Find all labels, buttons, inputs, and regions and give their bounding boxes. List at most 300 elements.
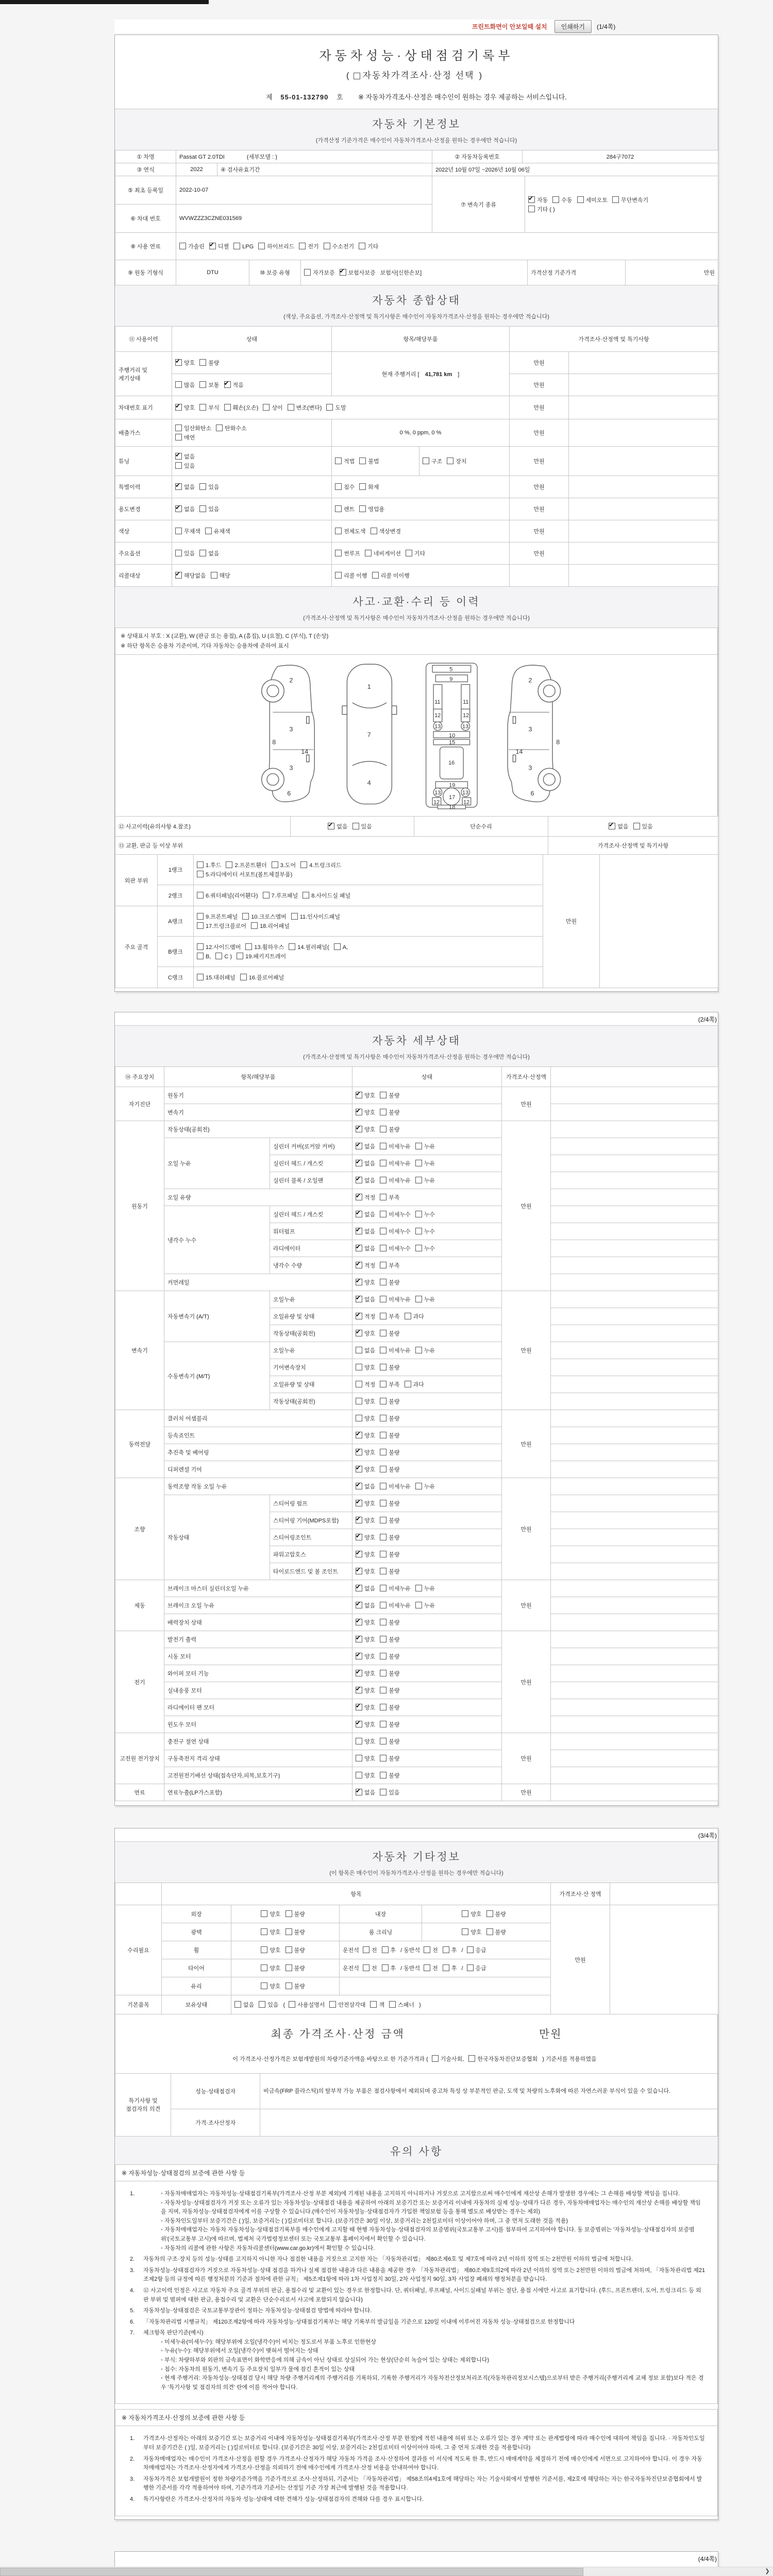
- svg-text:16: 16: [448, 760, 455, 767]
- row-gas-label: 배출가스: [115, 419, 172, 447]
- option-label: 누유: [424, 1603, 435, 1609]
- option: [356, 1397, 375, 1405]
- option-label: 사용설명서: [297, 2002, 325, 2009]
- price-cell: 만원: [510, 352, 569, 374]
- comprehensive-title: 자동차 종합상태: [372, 295, 461, 307]
- option: [199, 505, 219, 513]
- note-cell: [551, 1121, 718, 1138]
- option: [380, 1142, 411, 1150]
- option: [326, 403, 346, 412]
- option: [261, 1928, 280, 1936]
- checkbox-checked: [356, 1432, 362, 1438]
- checkbox-unchecked: [380, 1483, 386, 1489]
- svg-text:4: 4: [367, 779, 371, 787]
- option-label: 전: [432, 1947, 438, 1954]
- option-label: 누수: [424, 1229, 435, 1235]
- svg-text:14: 14: [301, 748, 309, 756]
- checkbox-unchecked: [415, 1211, 422, 1217]
- option-label: 누수: [424, 1246, 435, 1252]
- svg-text:13: 13: [462, 790, 469, 796]
- option: [424, 1964, 438, 1972]
- state-options: [352, 1206, 502, 1223]
- inspection-period-label: ④ 검사유효기간: [217, 163, 432, 176]
- option-label: 전: [371, 1965, 377, 1972]
- tuning-item2: [419, 447, 510, 476]
- option: [356, 1176, 375, 1184]
- detail-row: [115, 1597, 718, 1614]
- option: [415, 1482, 435, 1490]
- vin-label: ⑥ 차대 번호: [115, 205, 176, 233]
- option: [443, 1964, 457, 1972]
- detail-row: [115, 1189, 718, 1206]
- roomclean-label: 룸 크리닝: [340, 1923, 422, 1941]
- note-cell: [551, 1631, 718, 1648]
- option-label: 색상변경: [379, 529, 401, 535]
- checkbox-unchecked: [261, 1982, 267, 1989]
- price-cell: 만원: [510, 419, 569, 447]
- checkbox-unchecked: [285, 1946, 292, 1953]
- checkbox-unchecked: [356, 1381, 362, 1387]
- option-text: 운전석: [343, 1965, 359, 1972]
- caution-text: ⑫ 사고이력 인정은 사고로 자동차 주요 골격 부위의 판금, 용접수리 및 교환이 있는 경우로 한정합니다. 단, 쿼터패널, 루프패널, 사이드실패널 부위는 절단, 용접 시에만 사고로 표기합니다. (후드, 프론트펜더, 도어, 트렁크리드 등 외판 부위 및 범퍼에 대한 판금, 용접수리 및 교환은 단순수리로서 사고에 포함되지 않습니다): [143, 2287, 701, 2303]
- checkbox-unchecked: [197, 922, 204, 929]
- option: [380, 1193, 399, 1201]
- svg-text:14: 14: [515, 748, 523, 756]
- detail-row: [115, 1784, 718, 1801]
- option: [175, 571, 206, 580]
- subitem-label: 라디에이터: [270, 1240, 352, 1257]
- fuel-label: ⑧ 사용 연료: [115, 233, 176, 260]
- inspection-period-value: 2022년 10월 07일 ~2026년 10월 06일: [432, 163, 718, 176]
- caution-text: 특기사항란은 가격조사·산정자의 자동차 성능·상태에 대한 견해가 성능·상태점검자의 견해와 다를 경우 표시합니다.: [143, 2496, 424, 2502]
- option: [356, 1754, 375, 1762]
- option-label: 불량: [389, 1535, 400, 1541]
- note-cell: [569, 476, 718, 498]
- option-label: 양호: [364, 1535, 376, 1541]
- option: [335, 483, 355, 491]
- checkbox-unchecked: [300, 861, 307, 868]
- option-label: 17.트렁크플로어: [206, 923, 247, 930]
- col-item-part: 항목/해당부품: [332, 327, 510, 352]
- checkbox-unchecked: [486, 1910, 493, 1917]
- item-label: 원동기: [164, 1087, 352, 1104]
- checkbox-unchecked: [285, 1910, 292, 1917]
- recall-items: [332, 565, 510, 587]
- option: [424, 1946, 438, 1954]
- caution-item: [130, 2495, 706, 2504]
- checkbox-unchecked: [382, 1964, 389, 1971]
- option-label: 자동: [537, 197, 548, 204]
- checkbox-unchecked: [356, 1738, 362, 1744]
- checkbox-unchecked: [380, 1738, 386, 1744]
- option-label: 적정: [364, 1314, 376, 1320]
- option-label: 불량: [389, 1722, 400, 1728]
- option-label: 양호: [364, 1501, 376, 1507]
- subitem-label: 기어변속장치: [270, 1359, 352, 1376]
- option: [356, 1278, 375, 1286]
- checkbox-unchecked: [199, 404, 206, 411]
- svg-text:13: 13: [434, 790, 441, 796]
- note-cell: [551, 1087, 718, 1104]
- mileage-post: ]: [458, 371, 460, 378]
- checkbox-unchecked: [467, 1946, 474, 1953]
- option-label: 한국자동차진단보증협회: [477, 2056, 538, 2063]
- option: [197, 870, 292, 878]
- checkbox-unchecked: [380, 1109, 386, 1115]
- row-recall-label: 리콜대상: [115, 565, 172, 587]
- option-label: 침수: [344, 484, 355, 490]
- checkbox-checked: [356, 1330, 362, 1336]
- caution-text: 자동차성능·상태점검자가 거짓으로 자동차성능·상태 점검을 하거나 실제 점검한 내용과 다른 내용을 제공한 경우 「자동차관리법」 제80조제9호의2에 따라 2년 이하의 징역 또는 2천만원 이하의 벌금에 처하며, 「자동차관리법 제21조제2항 등의 규정에 따른 행정처분의 기준과 절차에 관한 규칙」 제5조제1항에 따라 1차 사업정지 30일, 2차 사업정지 90일, 3차 사업장 폐쇄의 행정처분을 받습니다.: [143, 2267, 705, 2283]
- option-label: 1.후드: [206, 862, 222, 869]
- note-cell: [551, 1172, 718, 1189]
- checkbox-checked: [356, 1704, 362, 1710]
- subitem-label: 스티어링 기어(MDPS포함): [270, 1512, 352, 1529]
- option: [285, 1946, 305, 1954]
- option: [356, 1346, 375, 1354]
- note-cell: [551, 1325, 718, 1342]
- caution-item: [130, 2455, 706, 2473]
- caution-number: 3.: [130, 2476, 135, 2482]
- option-label: 적정: [364, 1382, 376, 1388]
- option: [197, 891, 258, 900]
- option: [552, 196, 572, 204]
- option-label: 8.사이드실 패널: [311, 893, 351, 900]
- basic-info-row5: [115, 232, 718, 260]
- option-label: 불량: [294, 1929, 305, 1936]
- option: [303, 891, 350, 900]
- svg-text:5: 5: [449, 667, 453, 673]
- checkbox-checked: [609, 823, 615, 829]
- device-group-label: 연료: [115, 1784, 164, 1801]
- option: [356, 1329, 375, 1337]
- detail-row: [115, 1342, 718, 1359]
- option: [380, 1601, 411, 1609]
- option-label: 없음: [208, 551, 220, 557]
- etc-header-item: 항목: [162, 1883, 551, 1905]
- option: [352, 822, 372, 831]
- option: [609, 822, 628, 831]
- option: [415, 1346, 435, 1354]
- checkbox-unchecked: [352, 823, 359, 829]
- option-label: 미세누유: [389, 1348, 411, 1354]
- option-label: 기타: [414, 551, 426, 557]
- option-label: 전: [371, 1947, 377, 1954]
- option: [356, 1448, 375, 1456]
- state-options: [352, 1580, 502, 1597]
- state-options: [352, 1665, 502, 1682]
- option-label: 불량: [495, 1929, 506, 1936]
- option: [356, 1193, 375, 1201]
- accident-title: 사고·교환·수리 등 이력: [352, 596, 480, 608]
- option-label: 불량: [389, 1518, 400, 1524]
- checkbox-unchecked: [356, 1347, 362, 1353]
- checkbox-unchecked: [258, 243, 265, 249]
- state-options: [352, 1648, 502, 1665]
- checkbox-unchecked: [405, 1381, 411, 1387]
- option: [612, 196, 648, 204]
- state-options: [352, 1512, 502, 1529]
- device-group-label: 조향: [115, 1478, 164, 1580]
- detail-row: [115, 1274, 718, 1291]
- price-cell: 만원: [510, 543, 569, 565]
- basic-info-row1: [115, 150, 718, 163]
- option-label: 없음: [184, 506, 195, 513]
- checkbox-checked: [356, 1228, 362, 1234]
- svg-text:8: 8: [556, 738, 560, 746]
- simple-repair-label: 단순수리: [414, 817, 548, 837]
- price-cell: [510, 565, 569, 587]
- state-options: [352, 1733, 502, 1750]
- option-label: 후: [451, 1965, 457, 1972]
- option: [251, 922, 290, 930]
- option: [179, 242, 205, 250]
- checkbox-unchecked: [291, 913, 298, 920]
- option: [380, 1210, 411, 1218]
- caution-number: 3.: [130, 2267, 135, 2274]
- option-label: 자가보증: [313, 270, 335, 276]
- option-label: 없음: [364, 1229, 376, 1235]
- note-cell: [551, 1580, 718, 1597]
- option-label: 일산화탄소: [184, 426, 212, 432]
- option-label: 19.패키지트레이: [245, 954, 287, 960]
- option: [356, 1363, 375, 1371]
- checkbox-unchecked: [335, 550, 342, 556]
- option: [577, 196, 608, 204]
- option: [359, 483, 379, 491]
- basic-info-band: [115, 109, 718, 150]
- option-label: 6.쿼터패널(리어휀다): [206, 893, 258, 900]
- base-price-label: 가격산정 기준가격: [528, 260, 626, 285]
- option-label: 적정: [364, 1263, 376, 1269]
- detail-row: [115, 1291, 718, 1308]
- option: [197, 953, 211, 960]
- checkbox-unchecked: [359, 505, 366, 512]
- checkbox-unchecked: [380, 1500, 386, 1506]
- document-column: [114, 0, 718, 2576]
- checkbox-unchecked: [199, 550, 206, 556]
- first-reg-label: ⑤ 최초 등록일: [115, 176, 176, 205]
- option: [380, 1312, 399, 1320]
- caution-bullet: ◦ 현재 주행거리: 자동차성능·상태점검 당시 해당 차량 주행거리계의 주행거리를 기록하되, 기록한 주행거리가 자동차전산정보처리조직(자동차관리정보시스템)으로부터 받은 주행거리(주행거리계 교체 정보 포함)보다 적은 경우 '특기사항 및 점검자의 의견' 란에 이를 적어야 합니다.: [161, 2375, 704, 2391]
- note-cell: [551, 1716, 718, 1733]
- checkbox-unchecked: [197, 943, 204, 950]
- note-cell: [551, 1682, 718, 1699]
- option-label: 양호: [470, 1929, 482, 1936]
- checkbox-unchecked: [197, 861, 204, 868]
- checkbox-unchecked: [380, 1262, 386, 1268]
- option-label: 미세누수: [389, 1229, 411, 1235]
- option-label: 양호: [470, 1911, 482, 1918]
- option: [380, 1635, 399, 1643]
- checkbox-unchecked: [415, 1245, 422, 1251]
- option-label: 양호: [184, 405, 195, 411]
- option: [199, 359, 219, 367]
- accident-legend: [115, 628, 718, 655]
- checkbox-checked: [356, 1534, 362, 1540]
- option-label: 3.도어: [280, 862, 296, 869]
- checkbox-unchecked: [215, 953, 222, 959]
- option-items: [332, 543, 510, 565]
- checkbox-unchecked: [263, 892, 270, 899]
- option: [175, 483, 195, 491]
- checkbox-unchecked: [335, 483, 342, 490]
- option-label: 양호: [364, 1671, 376, 1677]
- option: [175, 549, 195, 557]
- rank2-label: 2랭크: [158, 885, 194, 906]
- option: [197, 912, 238, 921]
- option-label: 없음: [364, 1484, 376, 1490]
- roomclean-options: [422, 1923, 551, 1941]
- row-mileage-label: 주행거리 및 계기상태: [115, 352, 172, 396]
- caution-number: 4.: [130, 2287, 135, 2294]
- scroll-right-arrow-icon[interactable]: ❯: [765, 2568, 770, 2574]
- note-cell: [569, 374, 718, 396]
- usage-items: [332, 498, 510, 520]
- item-label: 커먼레일: [164, 1274, 352, 1291]
- option-label: 유채색: [213, 529, 230, 535]
- option-label: 미세누수: [389, 1212, 411, 1218]
- opinion-group-label: 특기사항 및 점검자의 의견: [115, 2073, 171, 2136]
- rank1-label: 1랭크: [158, 855, 194, 885]
- price-cell: 만원: [510, 476, 569, 498]
- inspector-opinion-text: 비금속(FRP 플라스틱)의 탈부착 가능 부품은 점검사항에서 제외되며 중고차 특성 상 부분적인 판금, 도색 및 차량의 노후화에 따른 자연스러운 부식이 있을 수 있습니다.: [260, 2073, 717, 2109]
- option-label: 양호: [364, 1467, 376, 1473]
- state-options: [352, 1427, 502, 1444]
- state-options: [352, 1529, 502, 1546]
- state-options: [352, 1682, 502, 1699]
- option-label: 전체도색: [344, 529, 366, 535]
- checkbox-unchecked: [263, 404, 270, 411]
- checkbox-unchecked: [211, 572, 217, 579]
- option: [405, 1380, 424, 1388]
- option-text: / 동반석: [400, 1965, 421, 1972]
- option: [356, 1601, 375, 1609]
- col-state: 상태: [352, 1067, 502, 1087]
- option-label: 없음: [337, 824, 348, 831]
- checkbox-unchecked: [205, 528, 212, 534]
- option: [233, 243, 254, 250]
- option-label: 구조: [431, 459, 443, 465]
- option-label: 무단변속기: [621, 197, 649, 204]
- caution-bullet: ◦ 자동차매매업자는 자동차 자동차성능·상태점검기록부를 매수인에게 고지할 때 현행 자동차성능·상태점검자의 보증범위(국토교통부 고시)를 첨부하여 고지하여야 합니다. 동 보증범위는 '자동차성능·상태점검자의 보증범위'(국토교통부 고시)에 따르며, 법제처 국가법령정보센터 또는 국토교통부 홈페이지에서 확인할 수 있습니다.: [161, 2227, 695, 2242]
- option-label: 9.프론트패널: [206, 914, 238, 921]
- option-label: 가솔린: [188, 244, 205, 250]
- option: [380, 1584, 411, 1592]
- print-bar: [114, 20, 718, 33]
- option-label: 양호: [364, 1637, 376, 1643]
- price-cell: 만원: [510, 396, 569, 419]
- option-label: 있음: [184, 551, 195, 557]
- option: [363, 1964, 377, 1972]
- print-button[interactable]: 인쇄하기: [554, 20, 592, 33]
- option: [261, 1982, 280, 1990]
- option: [240, 973, 284, 981]
- option: [356, 1312, 375, 1320]
- option-label: 불법: [368, 459, 379, 465]
- caution-text: [143, 2190, 706, 2253]
- row-color-label: 색상: [115, 520, 172, 543]
- option-label: 양호: [364, 1569, 376, 1575]
- checkbox-unchecked: [365, 550, 372, 556]
- note-cell: [551, 1461, 718, 1478]
- option-label: 누유: [424, 1161, 435, 1167]
- note-cell: [551, 1512, 718, 1529]
- option: [415, 1227, 435, 1235]
- print-install-notice: 프린트화면이 안보일때 설치: [472, 23, 547, 30]
- col-price: 가격조사·산정액: [502, 1067, 551, 1087]
- checkbox-unchecked: [380, 1245, 386, 1251]
- caution-band: [115, 2136, 718, 2165]
- option: [380, 1091, 399, 1099]
- option: [356, 1210, 375, 1218]
- etc-subtitle: (이 항목은 매수인이 자동차가격조사·산정을 원하는 경우에만 적습니다): [329, 1870, 503, 1877]
- option: [259, 2001, 278, 2009]
- option: [415, 1176, 435, 1184]
- checkbox-unchecked: [380, 1551, 386, 1557]
- option-label: 양호: [184, 360, 195, 366]
- option-label: 없음: [617, 824, 629, 831]
- option: [462, 1928, 481, 1936]
- option: [197, 861, 221, 869]
- polish-label: 광택: [162, 1923, 231, 1941]
- tire-label: 타이어: [162, 1959, 231, 1977]
- row-usage-label: 용도변경: [115, 498, 172, 520]
- scrollbar-thumb[interactable]: [0, 2568, 583, 2576]
- option: [380, 1159, 411, 1167]
- item-label: 윈도우 모터: [164, 1716, 352, 1733]
- caution-number: 4.: [130, 2496, 135, 2502]
- checkbox-unchecked: [415, 1160, 422, 1166]
- option-label: 12.사이드멤버: [206, 944, 241, 951]
- state-options: [352, 1240, 502, 1257]
- color-state: [172, 520, 332, 543]
- simple-repair-options: [548, 817, 718, 837]
- document-number-line: [115, 92, 718, 101]
- option-label: 있음: [361, 824, 372, 831]
- checkbox-unchecked: [356, 1364, 362, 1370]
- option-label: 디젤: [217, 244, 229, 250]
- option: [356, 1108, 375, 1116]
- option-text: /: [461, 1965, 463, 1972]
- option-label: 불량: [389, 1110, 400, 1116]
- comprehensive-subtitle: (색상, 주요옵션, 가격조사·산정액 및 특기사항은 매수인이 자동차가격조사·산정을 원하는 경우에만 적습니다): [283, 314, 549, 320]
- checkbox-unchecked: [335, 505, 342, 512]
- horizontal-scrollbar[interactable]: [0, 2567, 773, 2576]
- etc-header-empty: [115, 1883, 162, 1905]
- option-label: 양호: [270, 1947, 281, 1954]
- option-label: 양호: [364, 1654, 376, 1660]
- checkbox-unchecked: [363, 1964, 369, 1971]
- state-options: [352, 1342, 502, 1359]
- note-cell: [551, 1767, 718, 1784]
- option-label: 해당: [219, 573, 230, 579]
- option-label: 없음: [364, 1144, 376, 1150]
- checkbox-unchecked: [432, 2055, 439, 2062]
- item-label: 동력조향 작동 오일 누유: [164, 1478, 352, 1495]
- checkbox-unchecked: [175, 425, 182, 431]
- holding-options: [231, 1995, 551, 2014]
- basic-items-group: 기본품목: [115, 1995, 162, 2014]
- svg-text:3: 3: [289, 764, 293, 772]
- svg-text:2: 2: [289, 676, 293, 684]
- note-cell: [569, 419, 718, 447]
- state-options: [352, 1767, 502, 1784]
- option-label: 과다: [413, 1314, 424, 1320]
- doc-no-suffix: 호: [336, 93, 343, 101]
- note-cell: [551, 1648, 718, 1665]
- checkbox-checked: [356, 1177, 362, 1183]
